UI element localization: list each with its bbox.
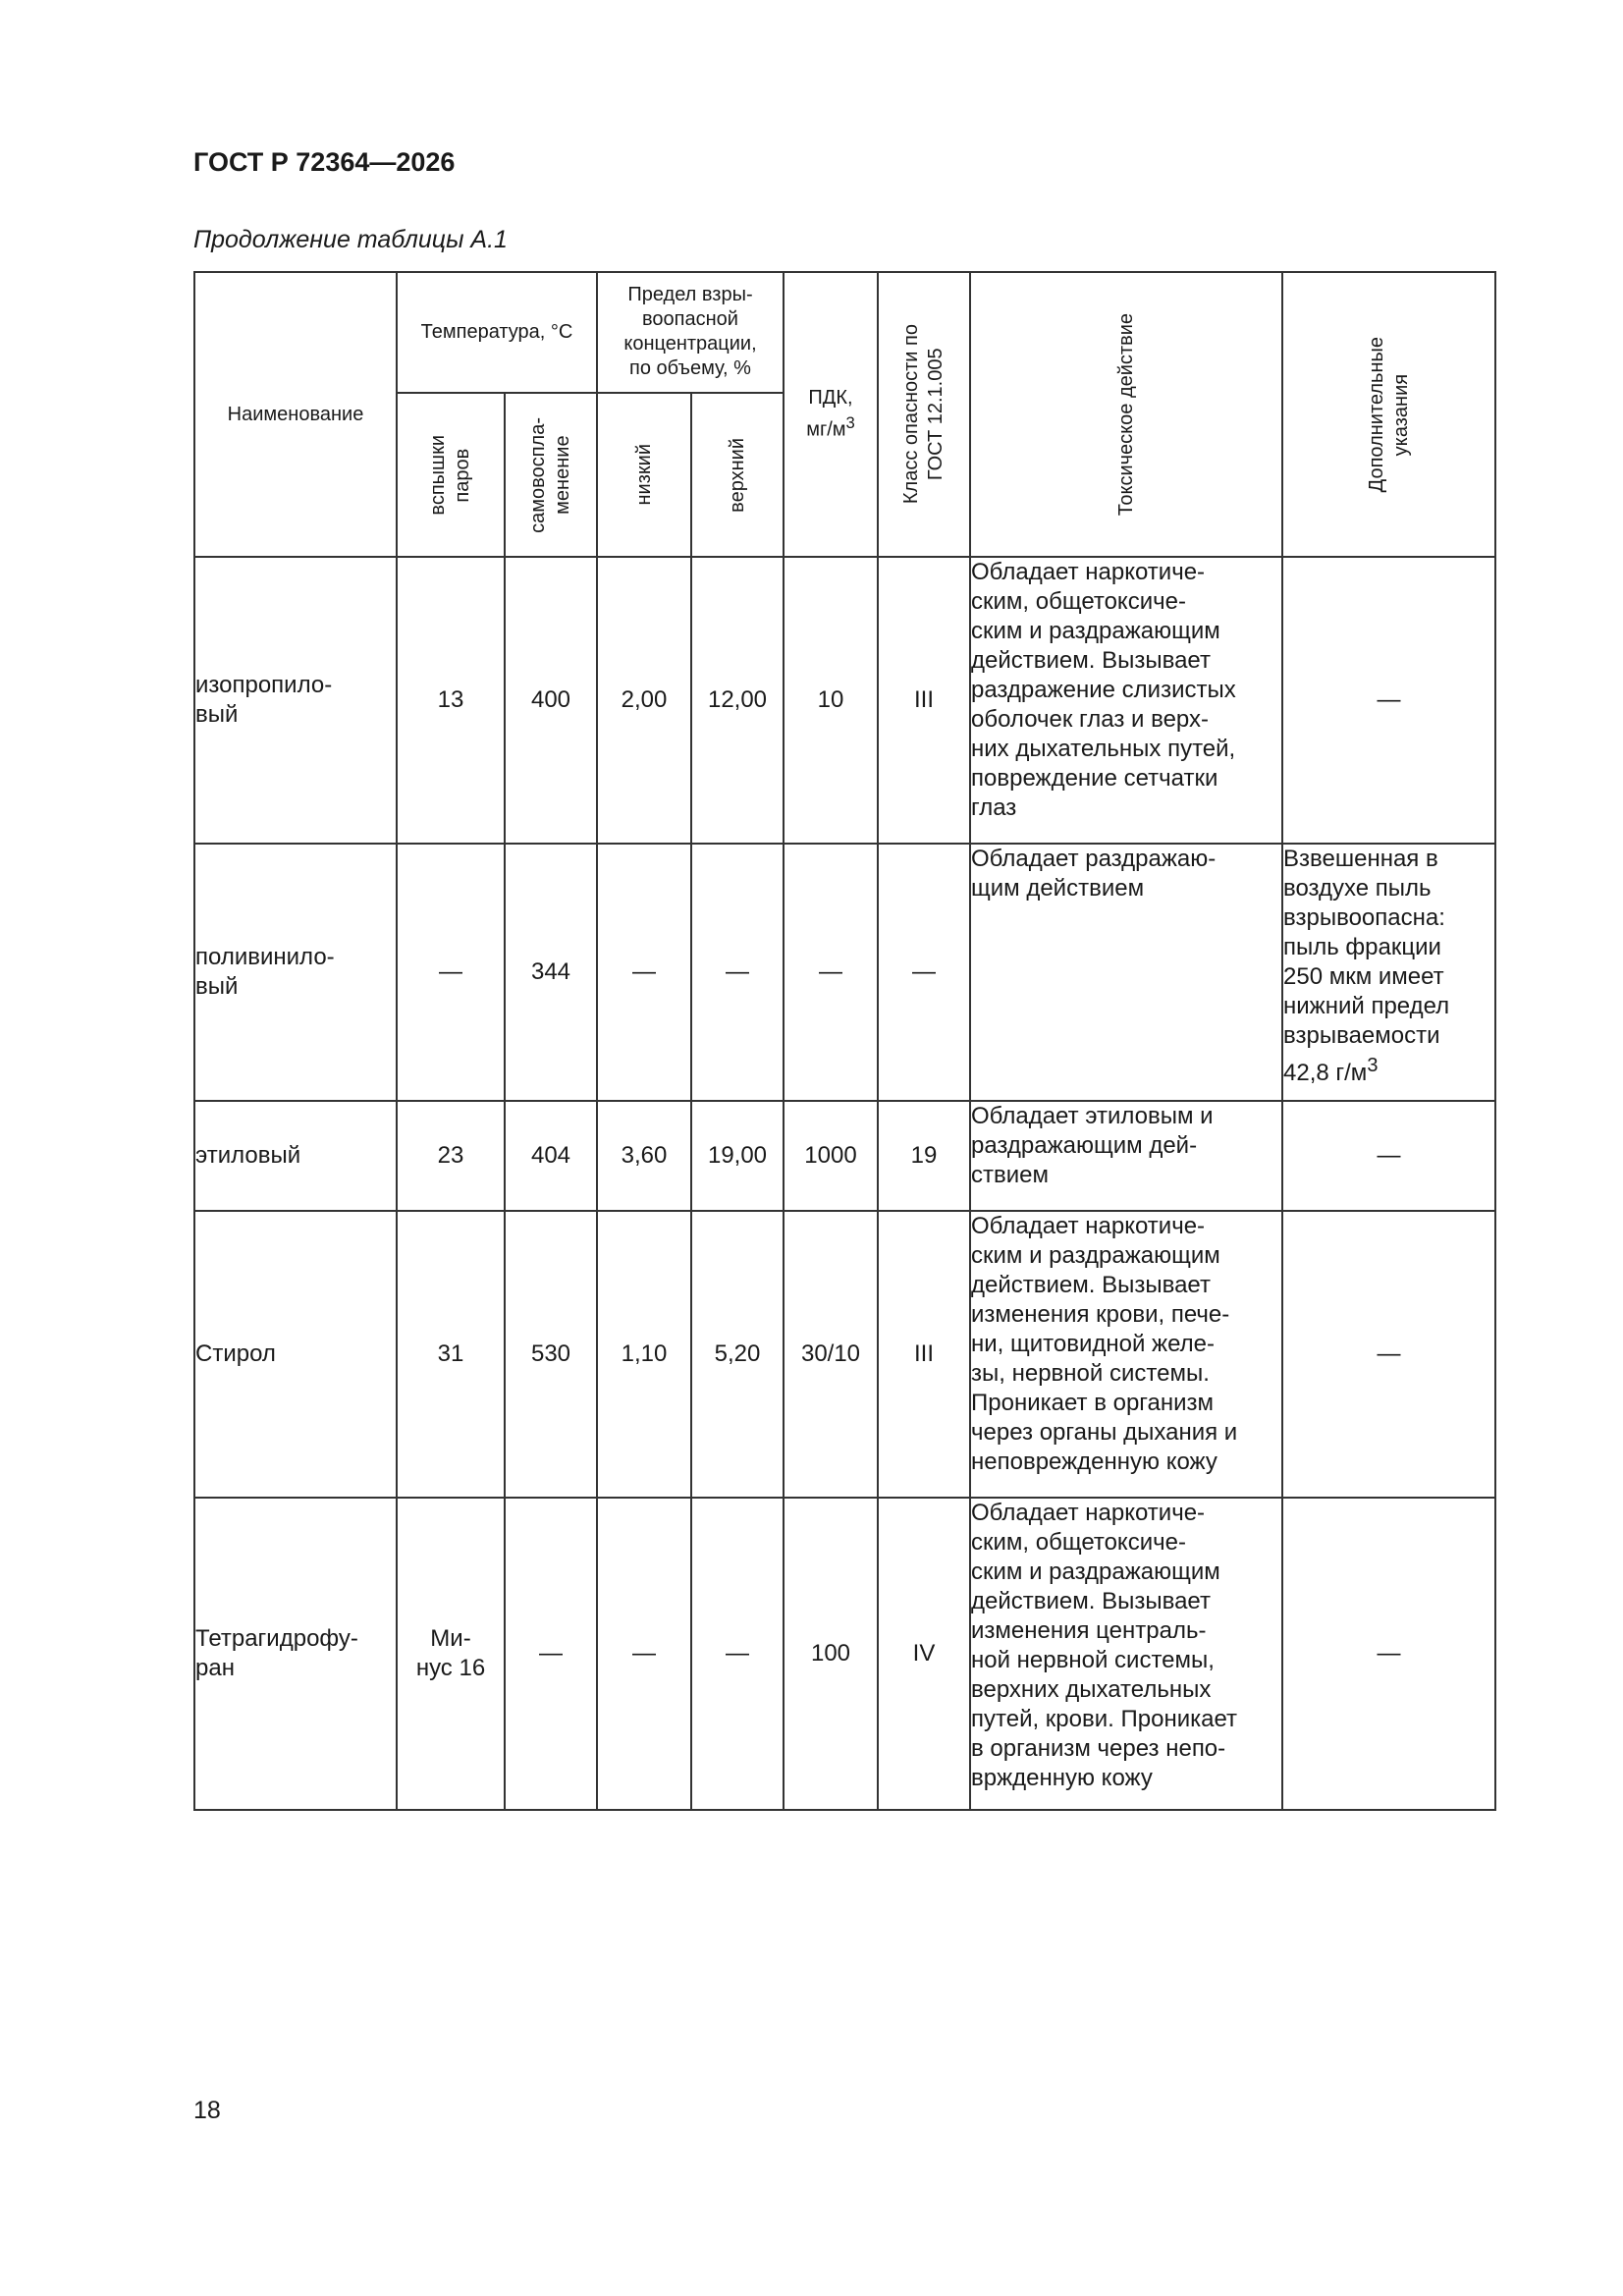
cell-notes-sup: 3 <box>1367 1055 1379 1076</box>
cell-flash: 23 <box>397 1101 505 1211</box>
cell-notes: — <box>1282 1498 1495 1810</box>
cell-pdk: — <box>784 844 878 1101</box>
cell-flash: 13 <box>397 557 505 844</box>
header-autoignition <box>505 393 597 557</box>
cell-flash: — <box>397 844 505 1101</box>
header-pdk-text: ПДК, мг/м <box>806 387 853 441</box>
header-flash-text: вспышки паров <box>427 434 473 516</box>
cell-lower: 2,00 <box>597 557 691 844</box>
header-explosive-limit: Предел взры- воопасной концентрации, по объему, % <box>597 272 784 393</box>
cell-autoignition: 530 <box>505 1211 597 1498</box>
cell-hazard-class: IV <box>878 1498 970 1810</box>
header-pdk <box>784 272 878 557</box>
header-pdk-sup: 3 <box>845 413 855 433</box>
cell-name: Тетрагидрофу- ран <box>194 1498 397 1810</box>
cell-notes-text: Взвешенная в воздухе пыль взрывоопасна: пыль фракции 250 мкм имеет нижний предел взрываемости 42,8 г/м <box>1283 846 1450 1086</box>
cell-lower: 1,10 <box>597 1211 691 1498</box>
header-lower <box>597 393 691 557</box>
cell-toxic: Обладает раздражаю- щим действием <box>970 844 1282 1101</box>
cell-name: этиловый <box>194 1101 397 1211</box>
cell-pdk: 1000 <box>784 1101 878 1211</box>
cell-flash: 31 <box>397 1211 505 1498</box>
cell-notes <box>1282 844 1495 1101</box>
cell-pdk: 30/10 <box>784 1211 878 1498</box>
cell-toxic: Обладает этиловым и раздражающим дей- ствием <box>970 1101 1282 1211</box>
page-number: 18 <box>193 2097 221 2124</box>
cell-upper: — <box>691 844 784 1101</box>
header-notes <box>1282 272 1495 557</box>
table-row <box>194 1498 1495 1810</box>
header-toxic-text: Токсическое действие <box>1114 312 1137 517</box>
cell-autoignition: 344 <box>505 844 597 1101</box>
data-table <box>193 271 1496 1811</box>
cell-hazard-class: — <box>878 844 970 1101</box>
document-header: ГОСТ Р 72364—2026 <box>193 147 456 177</box>
cell-toxic: Обладает наркотиче- ским, общетоксиче- ским и раздражающим действием. Вызывает раздражение слизистых оболочек глаз и верх- них дыхательных путей, повреждение сетчатки глаз <box>970 557 1282 844</box>
cell-pdk: 10 <box>784 557 878 844</box>
header-notes-text: Дополнительные указания <box>1365 336 1412 493</box>
table-caption: Продолжение таблицы А.1 <box>193 226 508 253</box>
cell-lower: — <box>597 1498 691 1810</box>
cell-lower: 3,60 <box>597 1101 691 1211</box>
table-row <box>194 557 1495 844</box>
table-row <box>194 1211 1495 1498</box>
cell-name: изопропило- вый <box>194 557 397 844</box>
cell-notes: — <box>1282 1211 1495 1498</box>
table-row <box>194 844 1495 1101</box>
header-toxic <box>970 272 1282 557</box>
cell-hazard-class: III <box>878 557 970 844</box>
cell-autoignition: 404 <box>505 1101 597 1211</box>
cell-autoignition: — <box>505 1498 597 1810</box>
header-temperature: Температура, °С <box>397 272 597 393</box>
cell-name: Стирол <box>194 1211 397 1498</box>
header-flash <box>397 393 505 557</box>
header-hazard-class-text: Класс опасности по ГОСТ 12.1.005 <box>900 324 947 505</box>
cell-upper: — <box>691 1498 784 1810</box>
cell-toxic: Обладает наркотиче- ским и раздражающим действием. Вызывает изменения крови, пече- ни, щитовидной желе- зы, нервной системы. Проникает в организм через органы дыхания и неповрежденную кожу <box>970 1211 1282 1498</box>
cell-name: поливинило- вый <box>194 844 397 1101</box>
header-lower-text: низкий <box>632 444 655 506</box>
header-hazard-class <box>878 272 970 557</box>
cell-notes: — <box>1282 557 1495 844</box>
cell-hazard-class: III <box>878 1211 970 1498</box>
cell-toxic: Обладает наркотиче- ским, общетоксиче- ским и раздражающим действием. Вызывает изменения централь- ной нервной системы, верхних дыхательных путей, крови. Проникает в организм через непо- вржденную кожу <box>970 1498 1282 1810</box>
cell-notes: — <box>1282 1101 1495 1211</box>
cell-autoignition: 400 <box>505 557 597 844</box>
cell-flash: Ми- нус 16 <box>397 1498 505 1810</box>
cell-hazard-class: 19 <box>878 1101 970 1211</box>
cell-upper: 19,00 <box>691 1101 784 1211</box>
table-row <box>194 1101 1495 1211</box>
cell-pdk: 100 <box>784 1498 878 1810</box>
header-autoignition-text: самовоспла- менение <box>527 416 573 533</box>
header-upper-text: верхний <box>726 437 748 513</box>
cell-lower: — <box>597 844 691 1101</box>
header-name: Наименование <box>194 272 397 557</box>
cell-upper: 5,20 <box>691 1211 784 1498</box>
cell-upper: 12,00 <box>691 557 784 844</box>
header-upper <box>691 393 784 557</box>
